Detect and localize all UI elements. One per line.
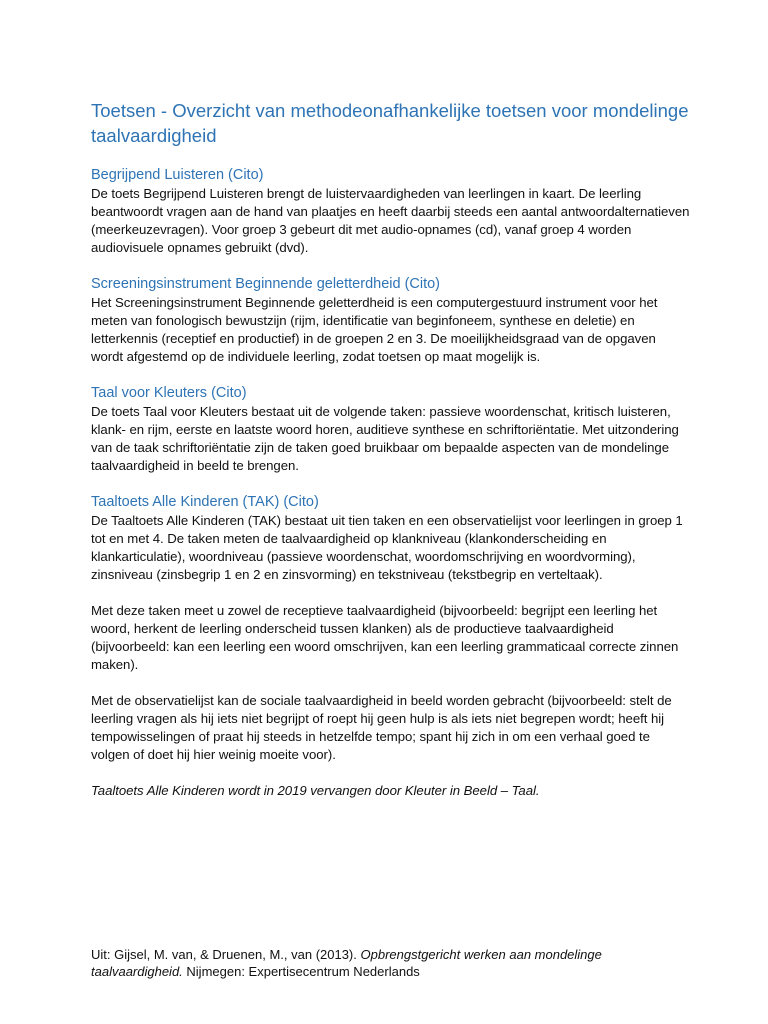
section-paragraph: Het Screeningsinstrument Beginnende geletterdheid is een computergestuurd instrument voor het meten van fonologisch bewustzijn (rijm, identificatie van beginfoneem, synthese en deletie) en letterkennis (receptief en productief) in de groepen 2 en 3. De moeilijkheidsgraad van de opgaven wordt afgestemd op de individuele leerling, zodat toetsen op maat mogelijk is. — [91, 295, 658, 364]
section-paragraph: De toets Taal voor Kleuters bestaat uit de volgende taken: passieve woordenschat, kritisch luisteren, klank- en rijm, eerste en laatste woord horen, auditieve synthese en schriftoriëntatie. Met uitzondering van de taak schriftoriëntatie zijn de taken goed bruikbaar om bepaalde aspecten van de mondelinge taalvaardigheid in beeld te brengen. — [91, 404, 679, 473]
section-heading: Taal voor Kleuters (Cito) — [91, 385, 247, 401]
section-taaltoets-alle-kinderen — [91, 493, 691, 800]
citation-title: Opbrengstgericht werken aan mondelinge taalvaardigheid. — [91, 947, 602, 979]
section-taal-voor-kleuters — [91, 384, 691, 475]
section-heading: Begrijpend Luisteren (Cito) — [91, 167, 264, 183]
source-citation — [91, 946, 691, 980]
section-begrijpend-luisteren — [91, 166, 691, 257]
section-paragraph: Met deze taken meet u zowel de receptieve taalvaardigheid (bijvoorbeeld: begrijpt een leerling het woord, herkent de leerling onderscheid tussen klanken) als de productieve taalvaardigheid (bijvoorbeeld: kan een leerling een woord omschrijven, kan een leerling grammaticaal correcte zinnen maken). — [91, 603, 679, 672]
section-paragraph: De toets Begrijpend Luisteren brengt de luistervaardigheden van leerlingen in kaart. De leerling beantwoordt vragen aan de hand van plaatjes en heeft daarbij steeds een aantal antwoordalternatieven (meerkeuzevragen). Voor groep 3 gebeurt dit met audio-opnames (cd), vanaf groep 4 worden audiovisuele opnames gebruikt (dvd). — [91, 186, 690, 255]
section-paragraph: Met de observatielijst kan de sociale taalvaardigheid in beeld worden gebracht (bijvoorbeeld: stelt de leerling vragen als hij iets niet begrijpt of roept hij geen hulp is als iets niet begrepen wordt; heeft hij tempowisselingen of praat hij steeds in hetzelfde tempo; spant hij zich in om een verhaal goed te volgen of doet hij hier weinig moeite voor). — [91, 693, 672, 762]
section-heading: Screeningsinstrument Beginnende geletterdheid (Cito) — [91, 276, 441, 292]
section-heading: Taaltoets Alle Kinderen (TAK) (Cito) — [91, 494, 319, 510]
citation-authors: Uit: Gijsel, M. van, & Druenen, M., van (2013). — [91, 947, 361, 962]
page-title: Toetsen - Overzicht van methodeonafhankelijke toetsen voor mondelinge taalvaardigheid — [91, 100, 689, 146]
section-screeningsinstrument — [91, 275, 691, 366]
replacement-note: Taaltoets Alle Kinderen wordt in 2019 vervangen door Kleuter in Beeld – Taal. — [91, 783, 540, 798]
section-paragraph: De Taaltoets Alle Kinderen (TAK) bestaat uit tien taken en een observatielijst voor leerlingen in groep 1 tot en met 4. De taken meten de taalvaardigheid op klankniveau (klankonderscheiding en klankarticulatie), woordniveau (passieve woordenschat, woordomschrijving en woordvorming), zinsniveau (zinsbegrip 1 en 2 en zinsvorming) en tekstniveau (tekstbegrip en verteltaak). — [91, 513, 683, 582]
document-body — [91, 98, 691, 818]
citation-publisher: Nijmegen: Expertisecentrum Nederlands — [182, 964, 420, 979]
